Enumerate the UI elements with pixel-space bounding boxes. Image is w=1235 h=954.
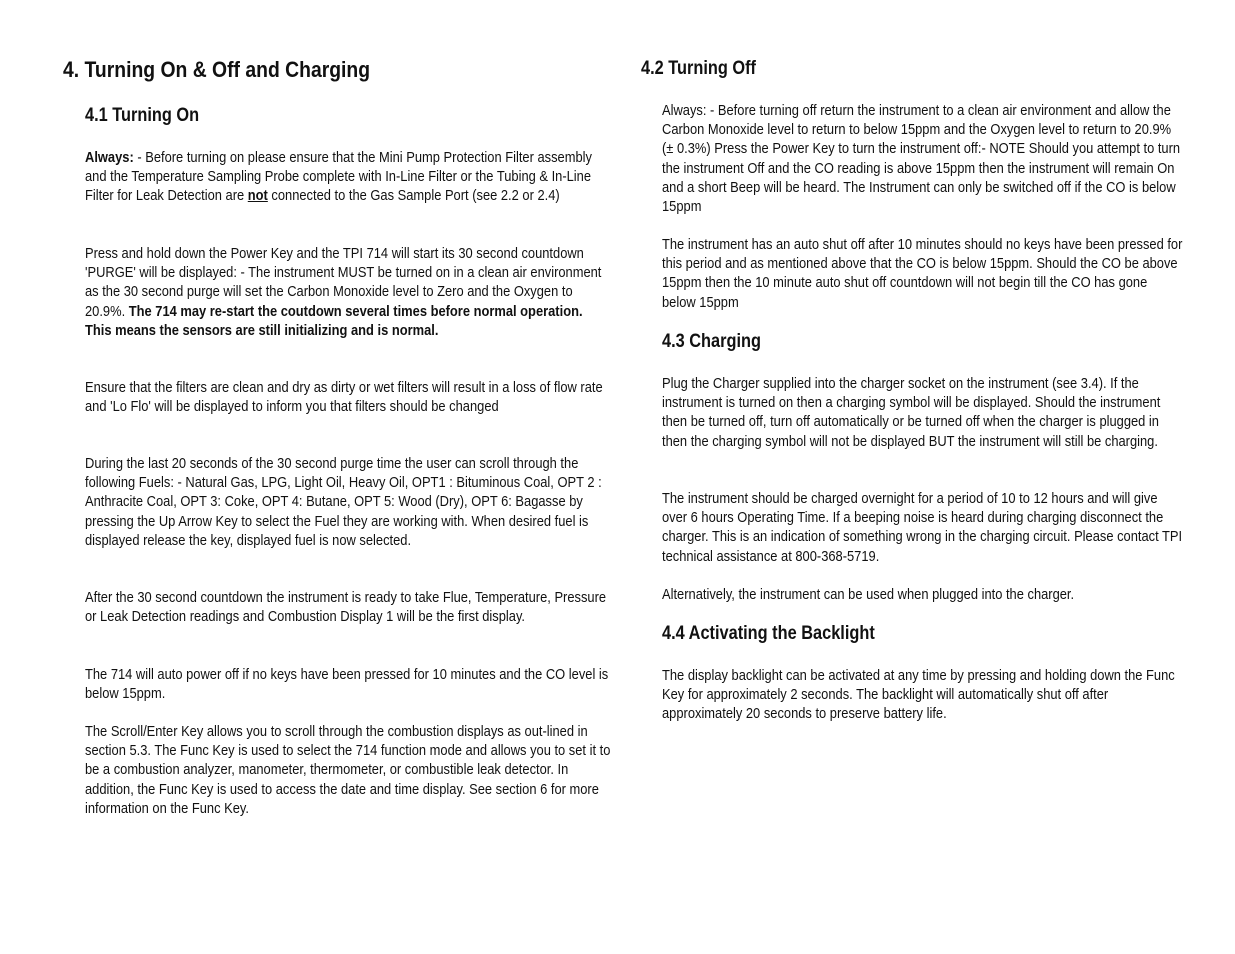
- paragraph-auto-power-off: The 714 will auto power off if no keys have been pressed for 10 minutes and the CO level is below 15ppm.: [85, 666, 609, 703]
- paragraph-charger-socket: Plug the Charger supplied into the charger socket on the instrument (see 3.4). If the instrument is turned on then a charging symbol will be displayed. Should the instrument then be turned off, turn off automatically or be turned off when the charger is plugged in then the charging symbol will not be displayed BUT the instrument will still be charging.: [662, 375, 1161, 450]
- paragraph-fuel-selection: During the last 20 seconds of the 30 second purge time the user can scroll through the following Fuels: - Natural Gas, LPG, Light Oil, Heavy Oil, OPT1 : Bituminous Coal, OPT 2 : Anthracite Coal, OPT 3: Coke, OPT 4: Butane, OPT 5: Wood (Dry), OPT 6: Bagasse by pressing the Up Arrow Key to select the Fuel they are working with. When desired fuel is displayed release the key, displayed fuel is now selected.: [85, 455, 602, 549]
- always-lead: Always:: [85, 149, 134, 166]
- always-text-a: - Before turning on please ensure that the Mini Pump Protection Filter assembly and the Temperature Sampling Probe complete with In-Line Filter or the Tubing & In-Line Filter for Leak Detection are: [85, 149, 592, 205]
- not-emphasis: not: [247, 187, 268, 205]
- always-text-b: connected to the Gas Sample Port (see 2.2 or 2.4): [267, 187, 560, 205]
- paragraph-scroll-func-keys: The Scroll/Enter Key allows you to scroll through the combustion displays as out-lined in section 5.3. The Func Key is used to select the 714 function mode and allows you to set it to be a combustion analyzer, manometer, thermometer, or combustible leak detector. In addition, the Func Key is used to access the date and time display. See section 6 for more information on the Func Key.: [85, 723, 611, 817]
- paragraph-always-before-on: [85, 148, 611, 206]
- section-heading-charging: 4.3 Charging: [662, 331, 761, 352]
- paragraph-power-key-purge: [85, 244, 611, 340]
- section-heading-turning-off: 4.2 Turning Off: [641, 58, 756, 79]
- purge-bold-note: The 714 may re-start the coutdown several times before normal operation. This means the sensors are still initializing and is normal.: [85, 302, 583, 339]
- paragraph-auto-shut-off: The instrument has an auto shut off after 10 minutes should no keys have been pressed for this period and as mentioned above that the CO is below 15ppm. Should the CO be above 15ppm then the 10 minute auto shut off countdown will not begin till the CO has gone below 15ppm: [662, 236, 1183, 311]
- paragraph-charge-overnight: The instrument should be charged overnight for a period of 10 to 12 hours and will give over 6 hours Operating Time. If a beeping noise is heard during charging disconnect the charger. This is an indication of something wrong in the charging circuit. Please contact TPI technical assistance at 800-368-5719.: [662, 490, 1183, 565]
- paragraph-before-turning-off: Always: - Before turning off return the instrument to a clean air environment and allow the Carbon Monoxide level to return to below 15ppm and the Oxygen level to return to 20.9% (± 0.3%) Press the Power Key to turn the instrument off:- NOTE Should you attempt to turn the instrument Off and the CO reading is above 15ppm then the instrument will remain On and a short Beep will be heard. The Instrument can only be switched off if the CO is below 15ppm: [662, 102, 1181, 216]
- section-heading-turning-on: 4.1 Turning On: [85, 105, 200, 126]
- paragraph-after-countdown: After the 30 second countdown the instrument is ready to take Flue, Temperature, Pressure or Leak Detection readings and Combustion Display 1 will be the first display.: [85, 589, 607, 626]
- paragraph-backlight: The display backlight can be activated at any time by pressing and holding down the Func Key for approximately 2 seconds. The backlight will automatically shut off after approximately 20 seconds to preserve battery life.: [662, 667, 1175, 723]
- paragraph-use-while-charging: Alternatively, the instrument can be used when plugged into the charger.: [662, 586, 1075, 603]
- paragraph-filters: Ensure that the filters are clean and dry as dirty or wet filters will result in a loss of flow rate and 'Lo Flo' will be displayed to inform you that filters should be changed: [85, 379, 603, 416]
- page-title: 4. Turning On & Off and Charging: [63, 57, 371, 82]
- purge-text: Press and hold down the Power Key and the TPI 714 will start its 30 second countdown 'PURGE' will be displayed: - The instrument MUST be turned on in a clean air environment as the 30 second purge will set the Carbon Monoxide level to Zero and the Oxygen to 20.9%.: [85, 245, 602, 320]
- section-heading-backlight: 4.4 Activating the Backlight: [662, 623, 875, 644]
